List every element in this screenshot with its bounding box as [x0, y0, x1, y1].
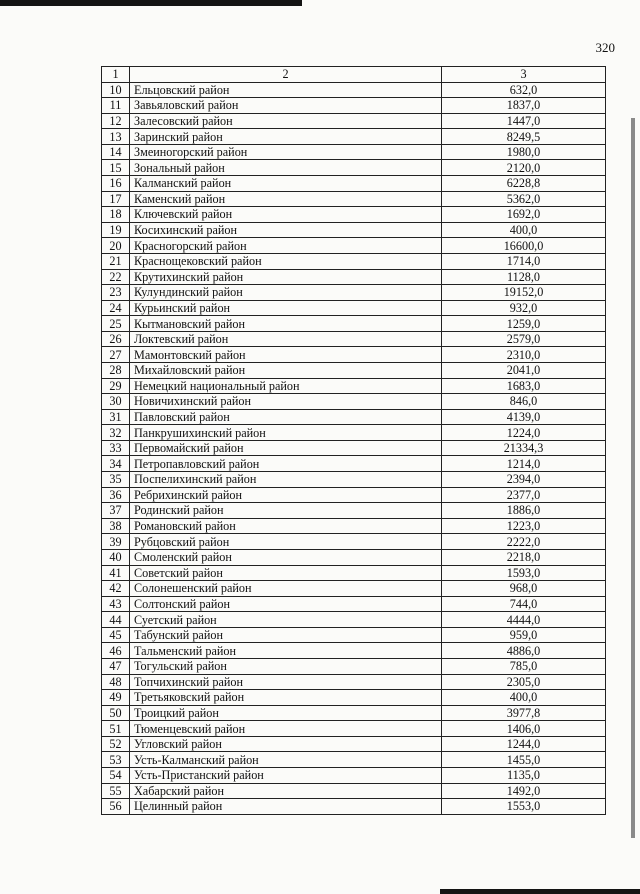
- table-row: [102, 799, 606, 815]
- row-number: 32: [102, 425, 130, 441]
- row-number: 40: [102, 549, 130, 565]
- district-value: 1223,0: [442, 518, 606, 534]
- district-value: 1406,0: [442, 721, 606, 737]
- table-row: [102, 144, 606, 160]
- table-row: [102, 456, 606, 472]
- district-value: 632,0: [442, 82, 606, 98]
- table-row: [102, 409, 606, 425]
- district-value: 2222,0: [442, 534, 606, 550]
- table-row: [102, 581, 606, 597]
- district-value: 2041,0: [442, 362, 606, 378]
- district-name: Змеиногорский район: [130, 144, 442, 160]
- district-value: 1492,0: [442, 783, 606, 799]
- row-number: 14: [102, 144, 130, 160]
- district-name: Петропавловский район: [130, 456, 442, 472]
- district-value: 1692,0: [442, 207, 606, 223]
- district-name: Усть-Калманский район: [130, 752, 442, 768]
- table-row: [102, 82, 606, 98]
- district-value: 19152,0: [442, 285, 606, 301]
- district-value: 1135,0: [442, 768, 606, 784]
- row-number: 47: [102, 658, 130, 674]
- row-number: 20: [102, 238, 130, 254]
- table-row: [102, 378, 606, 394]
- district-value: 3977,8: [442, 705, 606, 721]
- district-name: Кытмановский район: [130, 316, 442, 332]
- row-number: 25: [102, 316, 130, 332]
- district-name: Мамонтовский район: [130, 347, 442, 363]
- table-row: [102, 207, 606, 223]
- table-row: [102, 643, 606, 659]
- district-name: Троицкий район: [130, 705, 442, 721]
- district-value: 8249,5: [442, 129, 606, 145]
- district-name: Новичихинский район: [130, 394, 442, 410]
- district-value: 744,0: [442, 596, 606, 612]
- district-value: 968,0: [442, 581, 606, 597]
- table-row: [102, 269, 606, 285]
- district-value: 2394,0: [442, 472, 606, 488]
- row-number: 22: [102, 269, 130, 285]
- row-number: 42: [102, 581, 130, 597]
- district-name: Ключевский район: [130, 207, 442, 223]
- district-name: Курьинский район: [130, 300, 442, 316]
- district-name: Заринский район: [130, 129, 442, 145]
- table-header-row: [102, 67, 606, 83]
- district-name: Целинный район: [130, 799, 442, 815]
- row-number: 16: [102, 176, 130, 192]
- district-value: 1593,0: [442, 565, 606, 581]
- district-value: 932,0: [442, 300, 606, 316]
- row-number: 30: [102, 394, 130, 410]
- district-value: 1683,0: [442, 378, 606, 394]
- district-value: 1886,0: [442, 503, 606, 519]
- district-value: 1980,0: [442, 144, 606, 160]
- district-name: Крутихинский район: [130, 269, 442, 285]
- district-value: 4444,0: [442, 612, 606, 628]
- row-number: 41: [102, 565, 130, 581]
- table-row: [102, 612, 606, 628]
- row-number: 19: [102, 222, 130, 238]
- district-name: Панкрушихинский район: [130, 425, 442, 441]
- table-row: [102, 534, 606, 550]
- row-number: 36: [102, 487, 130, 503]
- district-value: 959,0: [442, 627, 606, 643]
- scan-edge-top: [0, 0, 302, 6]
- row-number: 51: [102, 721, 130, 737]
- table-row: [102, 285, 606, 301]
- district-name: Каменский район: [130, 191, 442, 207]
- district-name: Косихинский район: [130, 222, 442, 238]
- row-number: 35: [102, 472, 130, 488]
- table-row: [102, 113, 606, 129]
- district-name: Кулундинский район: [130, 285, 442, 301]
- row-number: 48: [102, 674, 130, 690]
- row-number: 33: [102, 440, 130, 456]
- row-number: 55: [102, 783, 130, 799]
- row-number: 26: [102, 331, 130, 347]
- district-value: 1214,0: [442, 456, 606, 472]
- district-name: Солтонский район: [130, 596, 442, 612]
- district-value: 2377,0: [442, 487, 606, 503]
- header-cell-value: 3: [442, 67, 606, 83]
- row-number: 24: [102, 300, 130, 316]
- row-number: 34: [102, 456, 130, 472]
- row-number: 10: [102, 82, 130, 98]
- district-value: 2579,0: [442, 331, 606, 347]
- district-name: Солонешенский район: [130, 581, 442, 597]
- table-row: [102, 658, 606, 674]
- header-cell-number: 1: [102, 67, 130, 83]
- district-value: 1259,0: [442, 316, 606, 332]
- district-name: Тальменский район: [130, 643, 442, 659]
- district-table: [101, 66, 606, 815]
- row-number: 53: [102, 752, 130, 768]
- district-name: Романовский район: [130, 518, 442, 534]
- row-number: 46: [102, 643, 130, 659]
- district-name: Поспелихинский район: [130, 472, 442, 488]
- row-number: 43: [102, 596, 130, 612]
- row-number: 13: [102, 129, 130, 145]
- district-value: 400,0: [442, 690, 606, 706]
- table-row: [102, 705, 606, 721]
- district-name: Завьяловский район: [130, 98, 442, 114]
- table-row: [102, 191, 606, 207]
- district-name: Ребрихинский район: [130, 487, 442, 503]
- district-value: 4139,0: [442, 409, 606, 425]
- row-number: 38: [102, 518, 130, 534]
- district-name: Топчихинский район: [130, 674, 442, 690]
- district-value: 1224,0: [442, 425, 606, 441]
- header-cell-name: 2: [130, 67, 442, 83]
- district-value: 1714,0: [442, 253, 606, 269]
- district-name: Павловский район: [130, 409, 442, 425]
- row-number: 15: [102, 160, 130, 176]
- district-value: 1553,0: [442, 799, 606, 815]
- district-value: 21334,3: [442, 440, 606, 456]
- district-name: Михайловский район: [130, 362, 442, 378]
- district-name: Усть-Пристанский район: [130, 768, 442, 784]
- district-name: Третьяковский район: [130, 690, 442, 706]
- table-row: [102, 565, 606, 581]
- district-value: 6228,8: [442, 176, 606, 192]
- row-number: 39: [102, 534, 130, 550]
- district-name: Немецкий национальный район: [130, 378, 442, 394]
- table-row: [102, 752, 606, 768]
- district-name: Родинский район: [130, 503, 442, 519]
- table-row: [102, 129, 606, 145]
- table-row: [102, 440, 606, 456]
- table-row: [102, 721, 606, 737]
- table-row: [102, 425, 606, 441]
- table-row: [102, 300, 606, 316]
- row-number: 45: [102, 627, 130, 643]
- district-value: 1837,0: [442, 98, 606, 114]
- row-number: 11: [102, 98, 130, 114]
- table-row: [102, 238, 606, 254]
- district-value: 5362,0: [442, 191, 606, 207]
- district-name: Красногорский район: [130, 238, 442, 254]
- table-row: [102, 596, 606, 612]
- district-value: 1128,0: [442, 269, 606, 285]
- district-value: 1244,0: [442, 736, 606, 752]
- district-value: 2310,0: [442, 347, 606, 363]
- table-row: [102, 331, 606, 347]
- table-row: [102, 627, 606, 643]
- district-value: 785,0: [442, 658, 606, 674]
- row-number: 17: [102, 191, 130, 207]
- scan-edge-right: [631, 118, 635, 838]
- row-number: 56: [102, 799, 130, 815]
- table-row: [102, 690, 606, 706]
- district-name: Угловский район: [130, 736, 442, 752]
- row-number: 50: [102, 705, 130, 721]
- row-number: 28: [102, 362, 130, 378]
- table-row: [102, 783, 606, 799]
- row-number: 18: [102, 207, 130, 223]
- table-row: [102, 487, 606, 503]
- district-name: Советский район: [130, 565, 442, 581]
- district-value: 846,0: [442, 394, 606, 410]
- row-number: 54: [102, 768, 130, 784]
- district-name: Рубцовский район: [130, 534, 442, 550]
- district-name: Табунский район: [130, 627, 442, 643]
- row-number: 31: [102, 409, 130, 425]
- district-name: Ельцовский район: [130, 82, 442, 98]
- row-number: 27: [102, 347, 130, 363]
- table-row: [102, 253, 606, 269]
- row-number: 44: [102, 612, 130, 628]
- district-value: 2120,0: [442, 160, 606, 176]
- district-name: Краснощековский район: [130, 253, 442, 269]
- district-name: Смоленский район: [130, 549, 442, 565]
- district-name: Залесовский район: [130, 113, 442, 129]
- district-name: Зональный район: [130, 160, 442, 176]
- table-row: [102, 549, 606, 565]
- table-row: [102, 98, 606, 114]
- district-value: 400,0: [442, 222, 606, 238]
- district-value: 1447,0: [442, 113, 606, 129]
- table-row: [102, 736, 606, 752]
- district-name: Тогульский район: [130, 658, 442, 674]
- district-value: 1455,0: [442, 752, 606, 768]
- district-value: 4886,0: [442, 643, 606, 659]
- district-name: Хабарский район: [130, 783, 442, 799]
- row-number: 49: [102, 690, 130, 706]
- district-name: Калманский район: [130, 176, 442, 192]
- table-row: [102, 347, 606, 363]
- table-row: [102, 518, 606, 534]
- page-number: 320: [595, 40, 615, 55]
- table-row: [102, 176, 606, 192]
- table-row: [102, 674, 606, 690]
- table-row: [102, 160, 606, 176]
- row-number: 37: [102, 503, 130, 519]
- table-row: [102, 503, 606, 519]
- row-number: 12: [102, 113, 130, 129]
- row-number: 29: [102, 378, 130, 394]
- district-value: 2218,0: [442, 549, 606, 565]
- scan-edge-bottom: [440, 889, 640, 894]
- table-row: [102, 768, 606, 784]
- district-value: 16600,0: [442, 238, 606, 254]
- district-name: Локтевский район: [130, 331, 442, 347]
- table-row: [102, 316, 606, 332]
- row-number: 52: [102, 736, 130, 752]
- district-value: 2305,0: [442, 674, 606, 690]
- table-row: [102, 394, 606, 410]
- district-name: Тюменцевский район: [130, 721, 442, 737]
- table-row: [102, 222, 606, 238]
- row-number: 23: [102, 285, 130, 301]
- district-name: Первомайский район: [130, 440, 442, 456]
- table-row: [102, 472, 606, 488]
- row-number: 21: [102, 253, 130, 269]
- district-name: Суетский район: [130, 612, 442, 628]
- table-row: [102, 362, 606, 378]
